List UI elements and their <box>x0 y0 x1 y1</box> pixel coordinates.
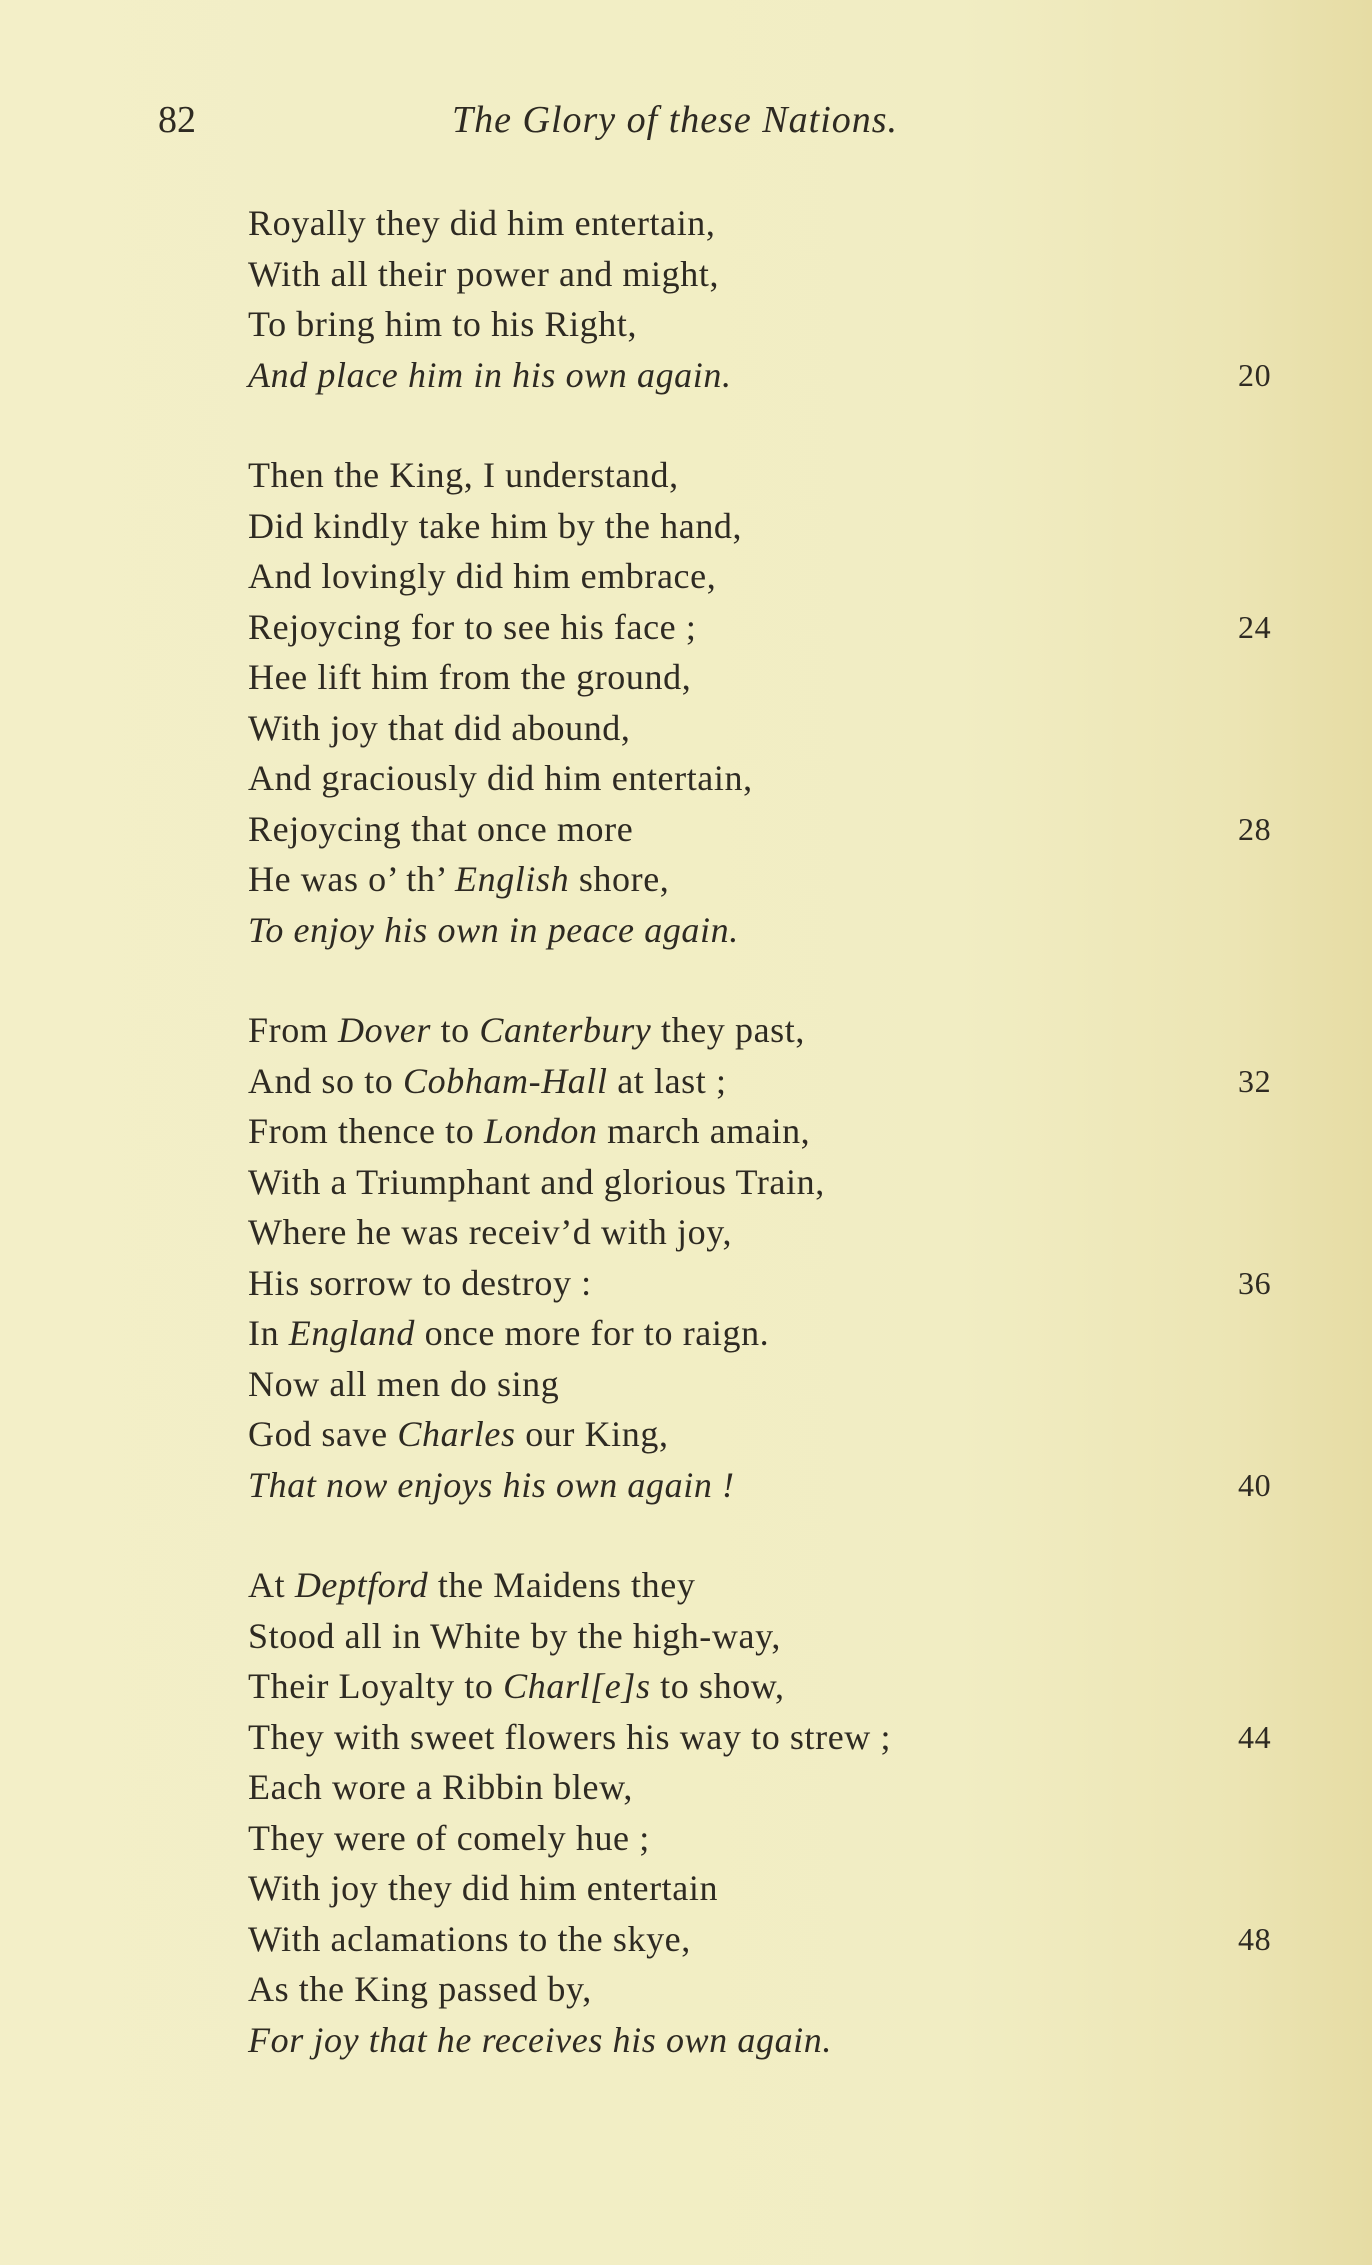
verse-text: Rejoycing for to see his face ; <box>248 606 697 647</box>
verse-line <box>248 1056 1288 1107</box>
line-number: 28 <box>1238 810 1272 847</box>
stanza <box>248 1560 1288 2065</box>
verse-text: they past, <box>651 1010 805 1050</box>
verse-text: They were of comely hue ; <box>248 1817 650 1858</box>
line-number: 36 <box>1238 1264 1272 1301</box>
verse-text: They with sweet flowers his way to strew ; <box>248 1716 892 1757</box>
verse-line <box>248 1712 1288 1763</box>
poem-body <box>248 198 1288 2115</box>
verse-line <box>248 1813 1288 1864</box>
verse-line <box>248 1762 1288 1813</box>
italic-name: England <box>288 1313 415 1353</box>
verse-text: Their Loyalty to <box>248 1666 504 1706</box>
verse-text: As the King passed by, <box>248 1969 592 2009</box>
line-number: 20 <box>1238 356 1272 393</box>
verse-text: And so to <box>248 1060 404 1101</box>
verse-line <box>248 703 1288 754</box>
stanza <box>248 450 1288 955</box>
verse-text: To enjoy his own in peace again. <box>248 909 739 950</box>
line-number: 48 <box>1238 1920 1272 1957</box>
verse-line <box>248 804 1288 855</box>
verse-text: our King, <box>515 1414 669 1454</box>
verse-text: That now enjoys his own again ! <box>248 1464 735 1505</box>
verse-text: Rejoycing that once more <box>248 808 634 849</box>
italic-name: Charles <box>397 1414 516 1454</box>
verse-text: Hee lift him from the ground, <box>248 657 692 697</box>
verse-text: shore, <box>569 859 670 899</box>
verse-text: With joy they did him entertain <box>248 1868 719 1908</box>
verse-line <box>248 1106 1288 1157</box>
verse-text: From thence to <box>248 1111 484 1151</box>
page-header <box>0 98 1372 158</box>
verse-text: God save <box>248 1414 398 1454</box>
verse-text: For joy that he receives his own again. <box>248 2019 832 2060</box>
verse-text: Then the King, I understand, <box>248 455 679 495</box>
verse-text: With aclamations to the skye, <box>248 1918 691 1959</box>
stanza <box>248 1005 1288 1510</box>
verse-line <box>248 1863 1288 1914</box>
verse-text: And graciously did him entertain, <box>248 758 753 798</box>
verse-text: Did kindly take him by the hand, <box>248 505 743 546</box>
running-title: The Glory of these Nations. <box>452 99 899 141</box>
verse-text: to <box>430 1010 480 1050</box>
verse-line <box>248 450 1288 501</box>
verse-line <box>248 753 1288 804</box>
italic-name: English <box>455 859 570 899</box>
verse-text: Each wore a Ribbin blew, <box>248 1767 633 1807</box>
verse-text: At <box>248 1565 295 1605</box>
line-number: 40 <box>1238 1466 1272 1503</box>
italic-name: Canterbury <box>479 1010 652 1050</box>
verse-text: once more for to raign. <box>415 1313 770 1353</box>
verse-line <box>248 1661 1288 1712</box>
verse-text: march amain, <box>597 1111 811 1151</box>
verse-text: With joy that did abound, <box>248 707 631 748</box>
verse-line <box>248 1460 1288 1511</box>
line-number: 44 <box>1238 1718 1272 1755</box>
verse-line <box>248 350 1288 401</box>
verse-text: Now all men do sing <box>248 1363 560 1404</box>
verse-line <box>248 1964 1288 2015</box>
verse-text: Stood all in White by the high-way, <box>248 1615 781 1656</box>
verse-line <box>248 198 1288 249</box>
verse-text: His sorrow to destroy : <box>248 1262 592 1303</box>
verse-text: And lovingly did him embrace, <box>248 556 717 596</box>
italic-name: Dover <box>338 1010 431 1050</box>
verse-text: With all their power and might, <box>248 253 720 294</box>
verse-text: And place him in his own again. <box>248 354 732 395</box>
verse-line <box>248 1611 1288 1662</box>
verse-line <box>248 1308 1288 1359</box>
verse-text: To bring him to his Right, <box>248 304 638 344</box>
verse-line <box>248 1560 1288 1611</box>
verse-text: In <box>248 1313 289 1353</box>
verse-line <box>248 299 1288 350</box>
verse-line <box>248 501 1288 552</box>
verse-line <box>248 1409 1288 1460</box>
verse-line <box>248 1258 1288 1309</box>
verse-text: He was o’ th’ <box>248 859 455 899</box>
italic-name: Deptford <box>294 1565 429 1605</box>
verse-line <box>248 905 1288 956</box>
verse-text: at last ; <box>607 1060 727 1101</box>
verse-line <box>248 1914 1288 1965</box>
verse-text: the Maidens they <box>428 1565 696 1605</box>
verse-line <box>248 1157 1288 1208</box>
verse-text: to show, <box>650 1666 785 1706</box>
verse-line <box>248 1359 1288 1410</box>
line-number: 32 <box>1238 1062 1272 1099</box>
line-number: 24 <box>1238 608 1272 645</box>
stanza <box>248 198 1288 400</box>
italic-name: Charl[e]s <box>503 1666 651 1706</box>
verse-line <box>248 652 1288 703</box>
verse-line <box>248 854 1288 905</box>
verse-line <box>248 1207 1288 1258</box>
verse-line <box>248 249 1288 300</box>
italic-name: Cobham-Hall <box>403 1060 608 1101</box>
verse-text: From <box>248 1010 339 1050</box>
page-number: 82 <box>158 99 196 141</box>
verse-line <box>248 2015 1288 2066</box>
verse-text: Royally they did him entertain, <box>248 203 716 243</box>
verse-text: Where he was receiv’d with joy, <box>248 1212 733 1252</box>
verse-text: With a Triumphant and glorious Train, <box>248 1161 825 1202</box>
verse-line <box>248 551 1288 602</box>
verse-line <box>248 602 1288 653</box>
italic-name: London <box>483 1111 598 1151</box>
verse-line <box>248 1005 1288 1056</box>
